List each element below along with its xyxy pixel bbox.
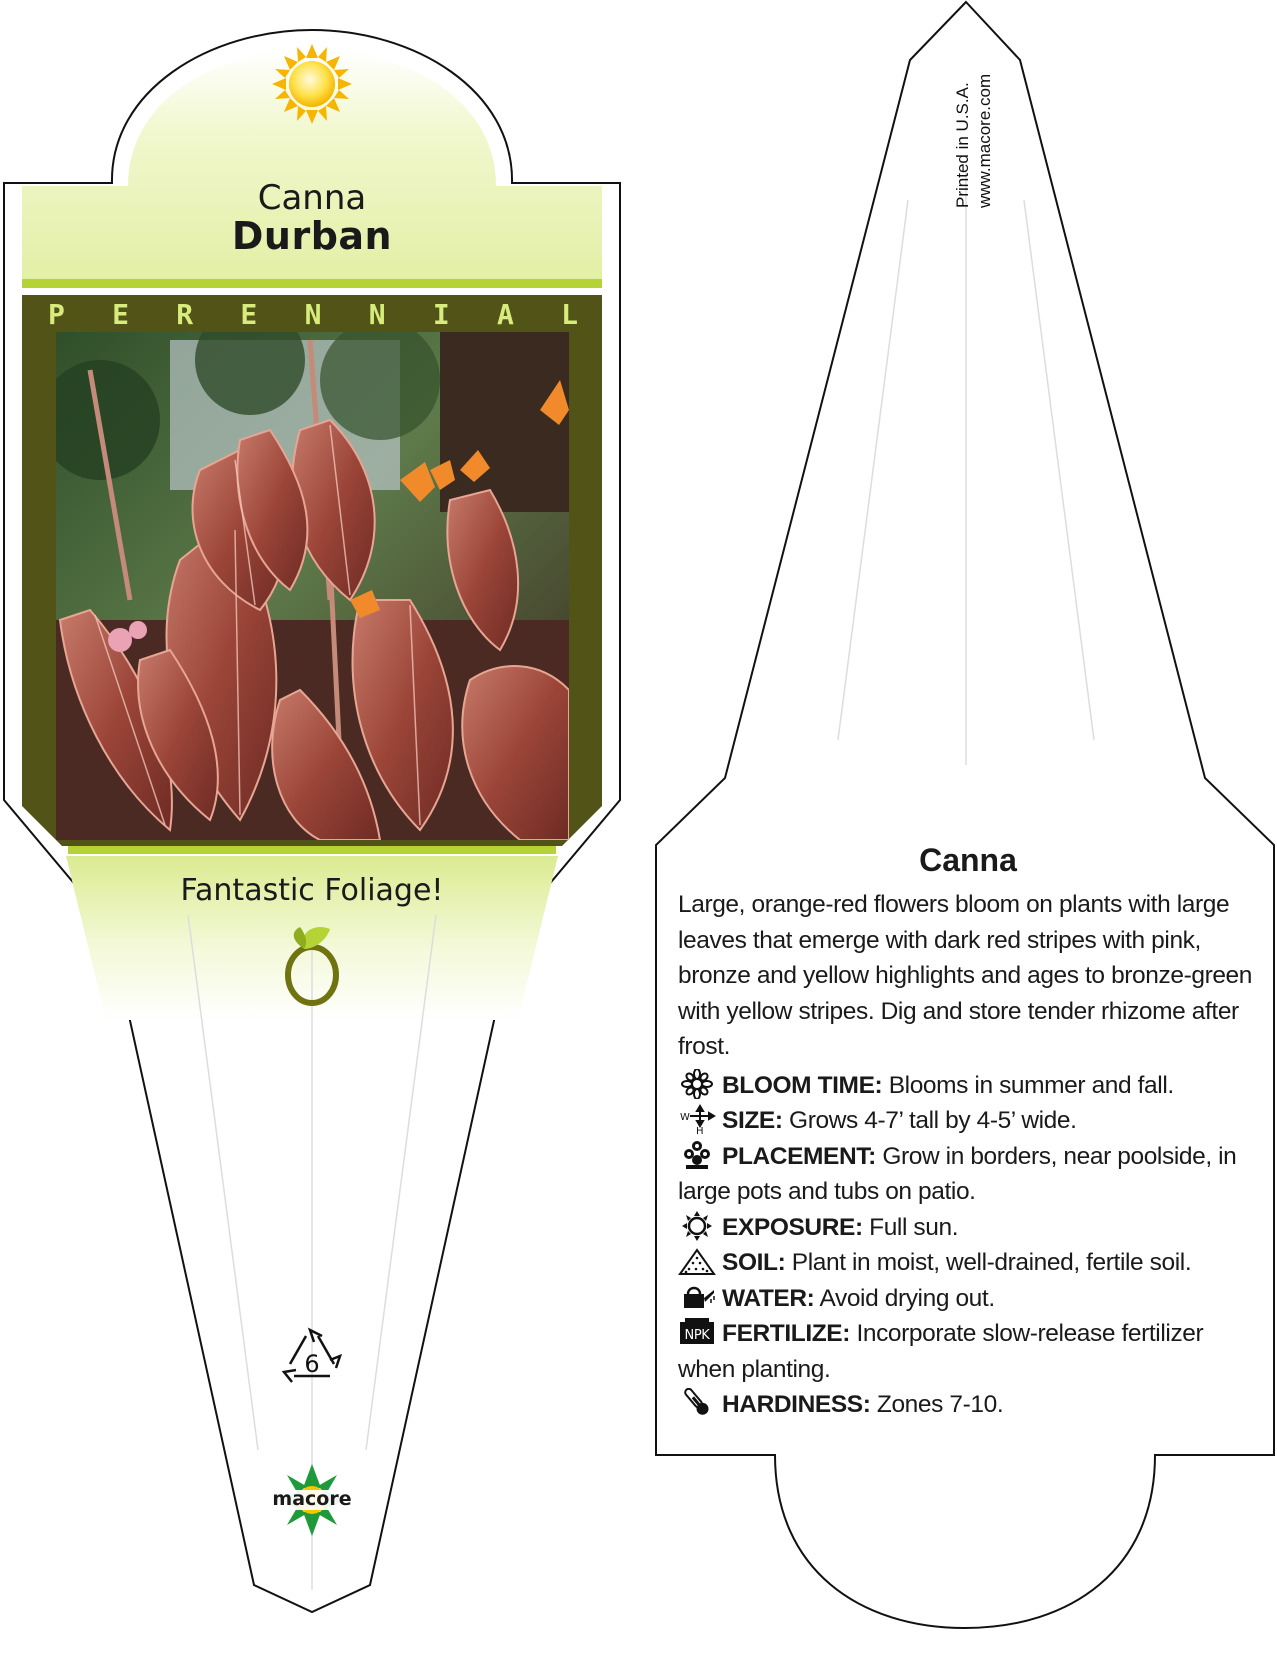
category-letter: A xyxy=(496,298,514,331)
category-letter: L xyxy=(561,298,578,331)
printed-info xyxy=(952,74,996,208)
care-row xyxy=(678,1316,1258,1387)
care-row xyxy=(678,1245,1258,1281)
care-label: SIZE: xyxy=(722,1107,783,1134)
size-h-letter: H xyxy=(696,1126,704,1134)
care-row xyxy=(678,1210,1258,1246)
category-letter: N xyxy=(368,298,386,331)
care-text: Grows 4-7’ tall by 4-5’ wide. xyxy=(789,1107,1077,1134)
printed-country: Printed in U.S.A. xyxy=(953,82,972,208)
plant-cluster-icon xyxy=(678,1140,716,1170)
plant-category xyxy=(48,298,578,331)
recycle-number: 6 xyxy=(304,1350,320,1378)
category-letter: E xyxy=(112,298,129,331)
printed-website: www.macore.com xyxy=(975,73,994,208)
plant-description: Large, orange-red flowers bloom on plants with large leaves that emerge with dark red stripes with pink, bronze and yellow highlights and ages to bronze-green with yellow stripes. Dig and store tender rhizome after frost. xyxy=(678,891,1253,1060)
category-letter: E xyxy=(240,298,258,331)
care-label: BLOOM TIME: xyxy=(722,1071,883,1099)
care-label: WATER: xyxy=(722,1284,815,1312)
care-label: SOIL: xyxy=(722,1249,786,1276)
care-row xyxy=(678,1068,1258,1104)
thermometer-icon xyxy=(678,1388,716,1418)
plant-tagline: Fantastic Foliage! xyxy=(180,873,444,908)
care-text: Full sun. xyxy=(869,1213,959,1241)
care-text: Incorporate slow-release fertilizer when planting. xyxy=(678,1320,1204,1383)
care-row xyxy=(678,1103,1258,1139)
flower-icon xyxy=(678,1069,716,1099)
watering-can-icon xyxy=(678,1282,716,1312)
sun-icon xyxy=(272,44,352,124)
care-text: Blooms in summer and fall. xyxy=(888,1071,1174,1099)
care-text: Avoid drying out. xyxy=(819,1284,995,1312)
npk-label: NPK xyxy=(684,1328,710,1343)
size-w-letter: W xyxy=(680,1112,690,1123)
care-label: EXPOSURE: xyxy=(722,1213,863,1241)
care-row xyxy=(678,1139,1258,1210)
care-text: Zones 7-10. xyxy=(876,1391,1004,1418)
care-instructions xyxy=(678,1068,1258,1423)
back-content xyxy=(678,842,1258,1423)
size-arrows-icon xyxy=(678,1104,716,1134)
care-text: Plant in moist, well-drained, fertile soil. xyxy=(791,1249,1192,1276)
care-row xyxy=(678,1387,1258,1423)
brand-name: macore xyxy=(272,1488,352,1510)
category-letter: R xyxy=(176,298,194,331)
plant-photo xyxy=(40,305,569,840)
category-letter: I xyxy=(432,298,450,331)
back-title: Canna xyxy=(919,842,1017,878)
plant-variety: Durban xyxy=(231,214,393,258)
care-label: FERTILIZE: xyxy=(722,1320,851,1347)
care-label: HARDINESS: xyxy=(722,1391,871,1418)
sun-outline-icon xyxy=(678,1211,716,1241)
plant-genus: Canna xyxy=(257,178,367,218)
npk-icon xyxy=(678,1317,716,1347)
soil-pile-icon xyxy=(678,1246,716,1276)
care-label: PLACEMENT: xyxy=(722,1142,876,1170)
category-letter: N xyxy=(304,298,322,331)
care-row xyxy=(678,1281,1258,1317)
category-letter: P xyxy=(48,298,65,331)
care-text: Grow in borders, near poolside, in large pots and tubs on patio. xyxy=(678,1142,1237,1205)
